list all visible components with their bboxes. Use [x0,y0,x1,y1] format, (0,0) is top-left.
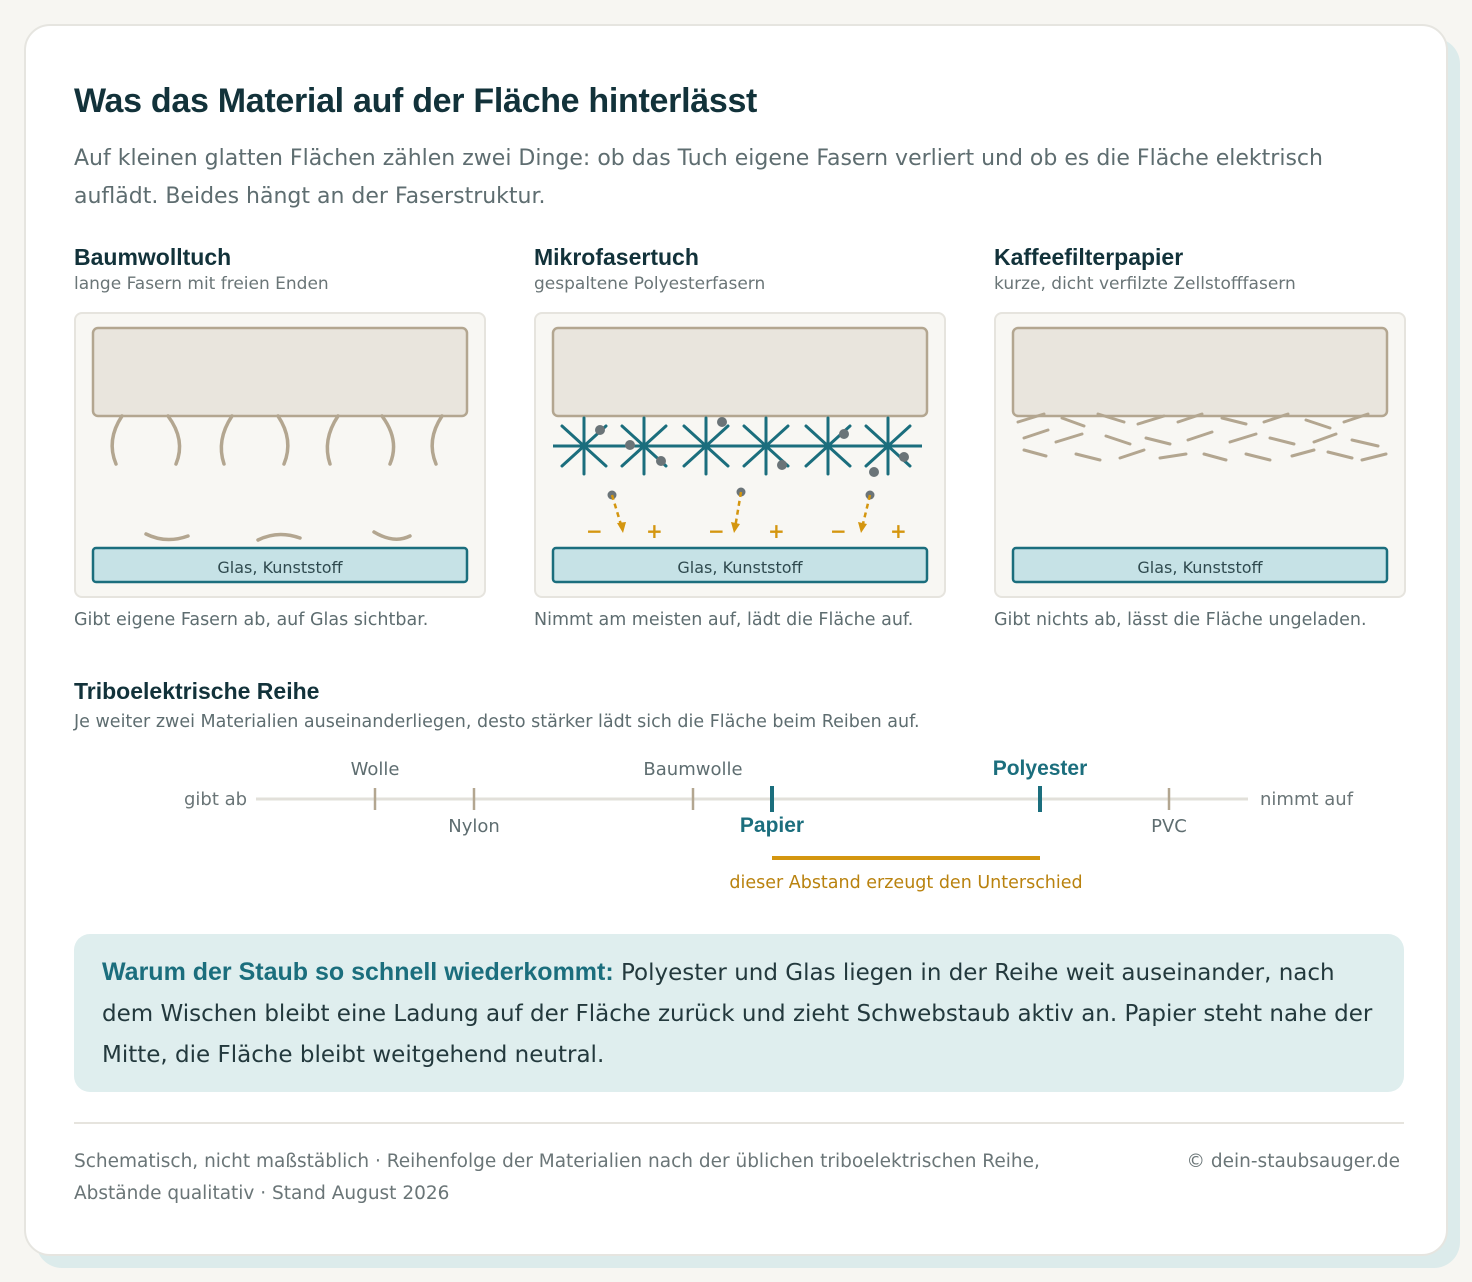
scale-left-label: gibt ab [184,789,248,810]
minus-sign: − [586,519,603,543]
panel-microfiber [534,244,946,630]
scale-right-label: nimmt auf [1260,789,1354,810]
tribo-title: Triboelektrische Reihe [74,678,320,704]
panel-title: Mikrofasertuch [534,244,699,270]
microfiber-diagram [534,312,946,598]
material-papier: Papier [739,814,805,837]
plus-sign: + [768,519,785,543]
material-pvc: PVC [1151,816,1187,837]
surface-label: Glas, Kunststoff [217,558,343,577]
panel-caption: Gibt eigene Fasern ab, auf Glas sichtbar. [74,610,429,630]
panel-cotton [74,244,486,630]
page-title: Was das Material auf der Fläche hinterlässt [74,82,758,120]
minus-sign: − [708,519,725,543]
panel-title: Baumwolltuch [74,244,232,270]
material-baumwolle: Baumwolle [643,759,743,780]
footer-copyright: © dein-staubsauger.de [1186,1151,1400,1172]
panel-subtitle: lange Fasern mit freien Enden [74,274,329,294]
callout-box [74,934,1404,1092]
felted-short-fibers [1018,414,1386,460]
cotton-diagram [74,312,486,598]
footer-divider [74,1122,1404,1124]
panel-caption: Nimmt am meisten auf, lädt die Fläche auf. [534,610,914,630]
material-wolle: Wolle [350,759,400,780]
panel-caption: Gibt nichts ab, lässt die Fläche ungeladen. [994,610,1367,630]
callout-heading: Warum der Staub so schnell wiederkommt: [102,958,614,986]
cotton-illustration [76,314,486,598]
infographic-card [24,24,1448,1256]
panel-subtitle: kurze, dicht verfilzte Zellstofffasern [994,274,1296,294]
page-subtitle: Auf kleinen glatten Flächen zählen zwei Dinge: ob das Tuch eigene Fasern verliert und ob es die Fläche elektrisch auflädt. Beides hängt an der Faserstruktur. [74,146,1323,209]
microfiber-illustration [536,314,946,598]
material-nylon: Nylon [448,816,500,837]
cotton-fiber-strands [112,416,442,464]
paper-illustration [996,314,1406,598]
footer-note: Schematisch, nicht maßstäblich · Reihenfolge der Materialien nach der üblichen triboelektrischen Reihe, Abstände qualitativ · Stand August 2026 [74,1151,1040,1204]
material-polyester: Polyester [992,757,1088,780]
tribo-subtitle: Je weiter zwei Materialien auseinanderliegen, desto stärker lädt sich die Fläche beim Reiben auf. [74,712,920,732]
panel-subtitle: gespaltene Polyesterfasern [534,274,766,294]
panel-coffee-filter [994,244,1406,630]
plus-sign: + [646,519,663,543]
minus-sign: − [830,519,847,543]
surface-label: Glas, Kunststoff [1137,558,1263,577]
paper-diagram [994,312,1406,598]
panel-title: Kaffeefilterpapier [994,244,1184,270]
surface-label: Glas, Kunststoff [677,558,803,577]
callout-text: Polyester und Glas liegen in der Reihe weit auseinander, nach dem Wischen bleibt eine Ladung auf der Fläche zurück und zieht Schwebstaub aktiv an. Papier steht nahe der Mitte, die Fläche bleibt weitgehend neutral. [102,960,1373,1068]
loose-fibers-on-glass [146,532,410,540]
gap-label: dieser Abstand erzeugt den Unterschied [729,873,1083,893]
plus-sign: + [890,519,907,543]
